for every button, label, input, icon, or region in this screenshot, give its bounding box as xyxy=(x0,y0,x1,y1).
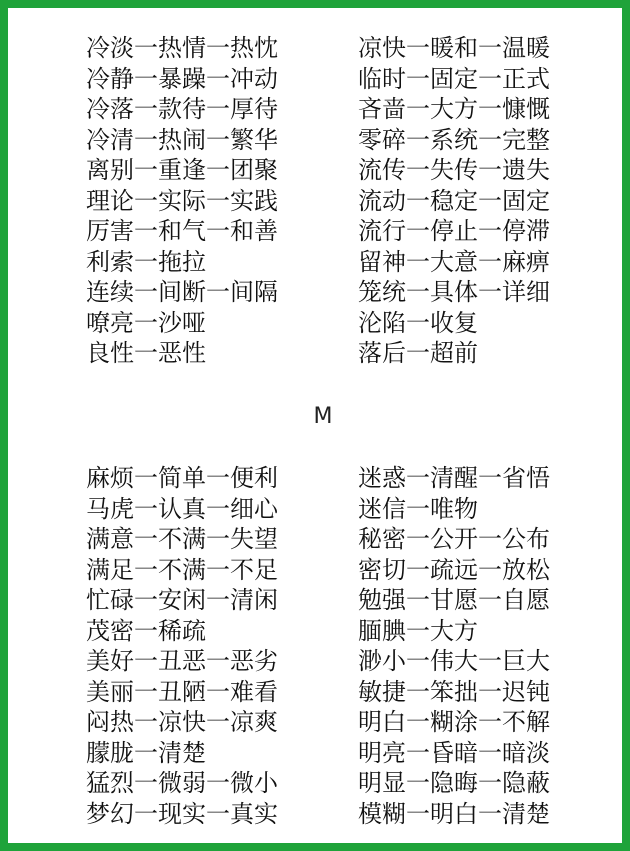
section-letter-heading: M xyxy=(313,404,333,429)
word-entry: 猛烈一微弱一微小 xyxy=(86,769,278,797)
word-entry: 模糊一明白一清楚 xyxy=(358,799,550,828)
word-entry: 秘密一公开一公布 xyxy=(358,525,550,553)
word-entry: 冷淡一热情一热忱 xyxy=(86,34,278,62)
word-entry: 朦胧一清楚 xyxy=(86,738,206,767)
word-entry: 满意一不满一失望 xyxy=(86,525,278,553)
word-entry: 嘹亮一沙哑 xyxy=(86,308,206,337)
word-entry: 流行一停止一停滞 xyxy=(358,217,550,245)
section-m-left-column xyxy=(86,463,278,829)
word-entry: 留神一大意一麻痹 xyxy=(358,247,550,276)
section-m-right-column xyxy=(358,463,550,829)
word-entry: 满足一不满一不足 xyxy=(86,555,278,584)
word-entry: 冷静一暴躁一冲动 xyxy=(86,64,278,93)
word-entry: 明显一隐晦一隐蔽 xyxy=(358,769,550,797)
word-entry: 厉害一和气一和善 xyxy=(86,217,278,245)
word-entry: 迷信一唯物 xyxy=(358,494,478,523)
word-entry: 流传一失传一遗失 xyxy=(358,156,550,184)
section-l-right-column xyxy=(358,33,550,369)
word-entry: 落后一超前 xyxy=(358,339,478,367)
word-entry: 笼统一具体一详细 xyxy=(358,278,550,306)
word-entry: 敏捷一笨拙一迟钝 xyxy=(358,677,550,706)
word-entry: 麻烦一简单一便利 xyxy=(86,464,278,492)
word-entry: 冷落一款待一厚待 xyxy=(86,95,278,123)
word-entry: 美丽一丑陋一难看 xyxy=(86,677,278,706)
word-entry: 密切一疏远一放松 xyxy=(358,555,550,584)
word-entry: 离别一重逢一团聚 xyxy=(86,156,278,184)
word-entry: 冷清一热闹一繁华 xyxy=(86,125,278,154)
word-entry: 美好一丑恶一恶劣 xyxy=(86,647,278,675)
word-entry: 闷热一凉快一凉爽 xyxy=(86,708,278,736)
word-entry: 明白一糊涂一不解 xyxy=(358,708,550,736)
word-entry: 临时一固定一正式 xyxy=(358,64,550,93)
word-entry: 梦幻一现实一真实 xyxy=(86,799,278,828)
word-entry: 利索一拖拉 xyxy=(86,247,206,276)
word-entry: 勉强一甘愿一自愿 xyxy=(358,586,550,614)
word-entry: 马虎一认真一细心 xyxy=(86,494,278,523)
word-entry: 茂密一稀疏 xyxy=(86,616,206,645)
word-entry: 吝啬一大方一慷慨 xyxy=(358,95,550,123)
word-entry: 腼腆一大方 xyxy=(358,616,478,645)
word-entry: 凉快一暖和一温暖 xyxy=(358,34,550,62)
word-entry: 零碎一系统一完整 xyxy=(358,125,550,154)
word-entry: 良性一恶性 xyxy=(86,339,206,367)
word-entry: 连续一间断一间隔 xyxy=(86,278,278,306)
word-entry: 渺小一伟大一巨大 xyxy=(358,647,550,675)
section-l-left-column xyxy=(86,33,278,369)
word-entry: 迷惑一清醒一省悟 xyxy=(358,464,550,492)
word-entry: 沦陷一收复 xyxy=(358,308,478,337)
word-entry: 流动一稳定一固定 xyxy=(358,186,550,215)
word-entry: 明亮一昏暗一暗淡 xyxy=(358,738,550,767)
word-entry: 忙碌一安闲一清闲 xyxy=(86,586,278,614)
word-entry: 理论一实际一实践 xyxy=(86,186,278,215)
